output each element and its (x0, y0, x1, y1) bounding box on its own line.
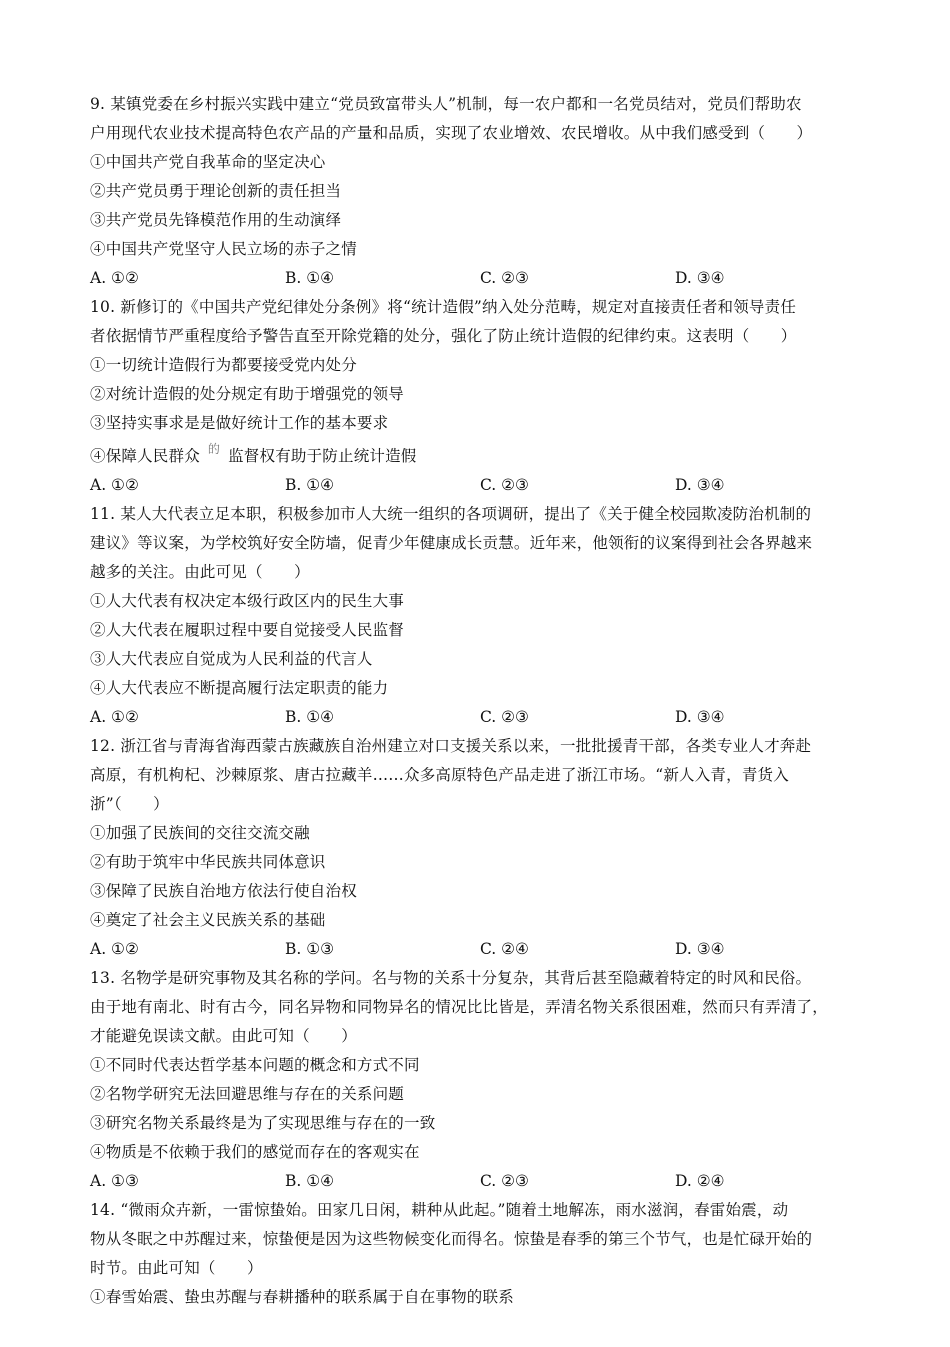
exam-page (90, 90, 880, 1312)
statement-1: ①加强了民族间的交往交流交融 (90, 824, 310, 842)
question-14 (90, 1196, 880, 1312)
statement-4-prefix: ④保障人民群众 (90, 447, 200, 465)
question-stem-line: 10. 新修订的《中国共产党纪律处分条例》将“统计造假”纳入处分范畴，规定对直接责任者和领导责任 (90, 298, 797, 316)
question-stem-line: 由于地有南北、时有古今，同名异物和同物异名的情况比比皆是，弄清名物关系很困难，然而只有弄清了， (90, 998, 828, 1016)
question-stem-line: 9. 某镇党委在乡村振兴实践中建立“党员致富带头人”机制，每一农户都和一名党员结对，党员们帮助农 (90, 95, 802, 113)
option-b: B. ①④ (285, 476, 335, 494)
statement-2: ②人大代表在履职过程中要自觉接受人民监督 (90, 621, 405, 639)
statement-1: ①春雪始震、蛰虫苏醒与春耕播种的联系属于自在事物的联系 (90, 1288, 514, 1306)
option-a: A. ①② (90, 269, 139, 287)
option-c: C. ②④ (480, 940, 529, 958)
question-stem-line: 12. 浙江省与青海省海西蒙古族藏族自治州建立对口支援关系以来，一批批援青干部，各类专业人才奔赴 (90, 737, 812, 755)
option-b: B. ①④ (285, 708, 335, 726)
question-stem-line: 建议》等议案，为学校筑好安全防墙，促青少年健康成长贡慧。近年来，他领衔的议案得到社会各界越来 (90, 534, 813, 552)
option-d: D. ②④ (675, 1172, 725, 1190)
option-c: C. ②③ (480, 269, 529, 287)
statement-4: ④奠定了社会主义民族关系的基础 (90, 911, 326, 929)
option-d: D. ③④ (675, 476, 725, 494)
statement-4-raised-char: 的 (207, 442, 221, 456)
statement-2: ②有助于筑牢中华民族共同体意识 (90, 853, 326, 871)
statement-3: ③人大代表应自觉成为人民利益的代言人 (90, 650, 373, 668)
statement-1: ①不同时代表达哲学基本问题的概念和方式不同 (90, 1056, 420, 1074)
option-b: B. ①④ (285, 269, 335, 287)
statement-4-suffix: 监督权有助于防止统计造假 (228, 447, 417, 465)
question-stem-line: 14. “微雨众卉新，一雷惊蛰始。田家几日闲，耕种从此起。”随着土地解冻，雨水滋润，春雷始震，动 (90, 1201, 789, 1219)
option-a: A. ①③ (90, 1172, 139, 1190)
answer-options (90, 1167, 880, 1196)
answer-options (90, 935, 880, 964)
statement-1: ①人大代表有权决定本级行政区内的民生大事 (90, 592, 405, 610)
statement-4: ④中国共产党坚守人民立场的赤子之情 (90, 240, 357, 258)
statement-1: ①中国共产党自我革命的坚定决心 (90, 153, 326, 171)
question-13 (90, 964, 880, 1196)
question-10 (90, 293, 880, 500)
statement-1: ①一切统计造假行为都要接受党内处分 (90, 356, 357, 374)
answer-options (90, 703, 880, 732)
question-11 (90, 500, 880, 732)
option-a: A. ①② (90, 708, 139, 726)
option-d: D. ③④ (675, 708, 725, 726)
option-a: A. ①② (90, 940, 139, 958)
question-stem-line: 才能避免误读文献。由此可知（ ） (90, 1027, 357, 1045)
option-c: C. ②③ (480, 708, 529, 726)
option-b: B. ①③ (285, 940, 335, 958)
option-a: A. ①② (90, 476, 139, 494)
question-stem-line: 户用现代农业技术提高特色农产品的产量和品质，实现了农业增效、农民增收。从中我们感受到（ ） (90, 124, 813, 142)
statement-2: ②共产党员勇于理论创新的责任担当 (90, 182, 342, 200)
statement-4: ④人大代表应不断提高履行法定职责的能力 (90, 679, 389, 697)
statement-3: ③共产党员先锋模范作用的生动演绎 (90, 211, 342, 229)
question-stem-line: 11. 某人大代表立足本职，积极参加市人大统一组织的各项调研，提出了《关于健全校园欺凌防治机制的 (90, 505, 812, 523)
question-9 (90, 90, 880, 293)
statement-4 (90, 438, 880, 471)
answer-options (90, 264, 880, 293)
option-d: D. ③④ (675, 269, 725, 287)
question-stem-line: 越多的关注。由此可见（ ） (90, 563, 310, 581)
statement-3: ③保障了民族自治地方依法行使自治权 (90, 882, 357, 900)
statement-3: ③坚持实事求是是做好统计工作的基本要求 (90, 414, 389, 432)
statement-2: ②名物学研究无法回避思维与存在的关系问题 (90, 1085, 405, 1103)
question-stem-line: 浙”（ ） (90, 795, 169, 813)
option-c: C. ②③ (480, 1172, 529, 1190)
option-b: B. ①④ (285, 1172, 335, 1190)
option-d: D. ③④ (675, 940, 725, 958)
question-stem-line: 高原，有机枸杞、沙棘原浆、唐古拉藏羊……众多高原特色产品走进了浙江市场。“新人入青，青货入 (90, 766, 789, 784)
question-stem-line: 13. 名物学是研究事物及其名称的学问。名与物的关系十分复杂，其背后甚至隐藏着特定的时风和民俗。 (90, 969, 812, 987)
option-c: C. ②③ (480, 476, 529, 494)
question-stem-line: 时节。由此可知（ ） (90, 1259, 263, 1277)
statement-2: ②对统计造假的处分规定有助于增强党的领导 (90, 385, 405, 403)
statement-4: ④物质是不依赖于我们的感觉而存在的客观实在 (90, 1143, 420, 1161)
question-stem-line: 物从冬眠之中苏醒过来，惊蛰便是因为这些物候变化而得名。惊蛰是春季的第三个节气，也是忙碌开始的 (90, 1230, 813, 1248)
answer-options (90, 471, 880, 500)
statement-3: ③研究名物关系最终是为了实现思维与存在的一致 (90, 1114, 436, 1132)
question-12 (90, 732, 880, 964)
question-stem-line: 者依据情节严重程度给予警告直至开除党籍的处分，强化了防止统计造假的纪律约束。这表明（ ） (90, 327, 797, 345)
